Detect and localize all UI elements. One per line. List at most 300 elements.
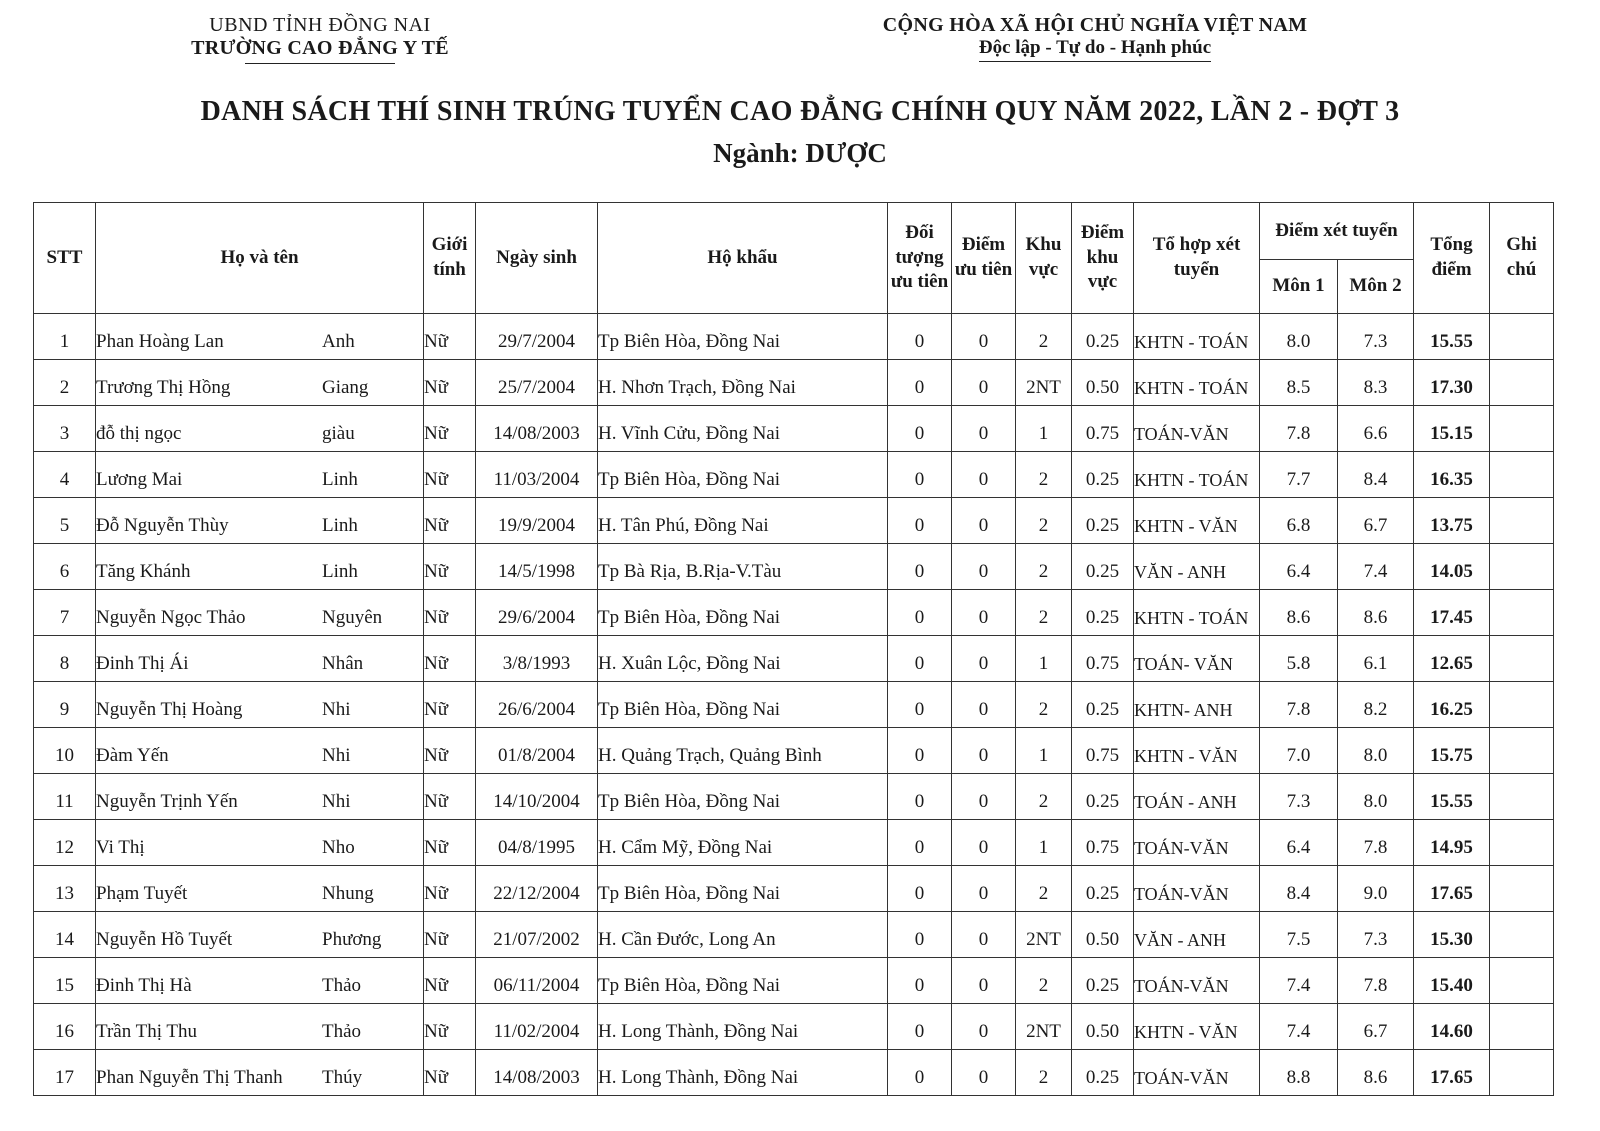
- cell-note: [1490, 682, 1554, 728]
- given-name: Thảo: [322, 975, 362, 996]
- cell-region: 1: [1016, 728, 1072, 774]
- cell-priority-group: 0: [888, 1004, 952, 1050]
- cell-region: 2: [1016, 866, 1072, 912]
- col-header-subject1: Môn 1: [1260, 260, 1338, 314]
- cell-stt: 3: [34, 406, 96, 452]
- cell-total: 15.55: [1414, 314, 1490, 360]
- cell-region: 2: [1016, 314, 1072, 360]
- cell-gender: Nữ: [424, 314, 476, 360]
- cell-name: [96, 636, 424, 682]
- cell-total: 12.65: [1414, 636, 1490, 682]
- middle-name: đỗ thị ngọc: [96, 423, 182, 444]
- cell-dob: 04/8/1995: [476, 820, 598, 866]
- cell-subject2: 8.2: [1338, 682, 1414, 728]
- given-name: Giang: [322, 377, 369, 398]
- cell-stt: 15: [34, 958, 96, 1004]
- cell-total: 17.45: [1414, 590, 1490, 636]
- cell-address: Tp Biên Hòa, Đồng Nai: [598, 314, 888, 360]
- cell-gender: Nữ: [424, 498, 476, 544]
- national-header: [855, 14, 1335, 62]
- cell-region-score: 0.25: [1072, 314, 1134, 360]
- table-row: [34, 314, 1554, 360]
- cell-priority-score: 0: [952, 912, 1016, 958]
- cell-total: 14.60: [1414, 1004, 1490, 1050]
- cell-priority-score: 0: [952, 406, 1016, 452]
- cell-region-score: 0.50: [1072, 360, 1134, 406]
- given-name: Nhi: [322, 699, 351, 720]
- cell-priority-group: 0: [888, 912, 952, 958]
- cell-region-score: 0.75: [1072, 406, 1134, 452]
- cell-region: 1: [1016, 406, 1072, 452]
- cell-subject1: 7.8: [1260, 406, 1338, 452]
- cell-subject2: 7.3: [1338, 912, 1414, 958]
- cell-note: [1490, 314, 1554, 360]
- cell-subject1: 8.0: [1260, 314, 1338, 360]
- cell-gender: Nữ: [424, 544, 476, 590]
- cell-priority-score: 0: [952, 452, 1016, 498]
- given-name: Linh: [322, 469, 358, 490]
- cell-total: 14.95: [1414, 820, 1490, 866]
- cell-note: [1490, 452, 1554, 498]
- cell-subject1: 8.8: [1260, 1050, 1338, 1096]
- col-header-subject2: Môn 2: [1338, 260, 1414, 314]
- cell-subject2: 7.8: [1338, 958, 1414, 1004]
- cell-priority-score: 0: [952, 360, 1016, 406]
- col-header-address: Hộ khẩu: [598, 203, 888, 314]
- cell-name: [96, 912, 424, 958]
- cell-note: [1490, 774, 1554, 820]
- cell-combo: KHTN - VĂN: [1134, 498, 1260, 544]
- cell-total: 16.25: [1414, 682, 1490, 728]
- cell-total: 15.15: [1414, 406, 1490, 452]
- cell-region-score: 0.25: [1072, 866, 1134, 912]
- cell-region-score: 0.75: [1072, 636, 1134, 682]
- col-header-note: Ghi chú: [1490, 203, 1554, 314]
- cell-subject1: 6.8: [1260, 498, 1338, 544]
- cell-stt: 1: [34, 314, 96, 360]
- cell-combo: VĂN - ANH: [1134, 912, 1260, 958]
- cell-priority-group: 0: [888, 958, 952, 1004]
- middle-name: Nguyễn Trịnh Yến: [96, 791, 238, 812]
- cell-total: 14.05: [1414, 544, 1490, 590]
- cell-gender: Nữ: [424, 866, 476, 912]
- cell-region-score: 0.75: [1072, 820, 1134, 866]
- cell-region-score: 0.50: [1072, 1004, 1134, 1050]
- cell-gender: Nữ: [424, 682, 476, 728]
- cell-name: [96, 498, 424, 544]
- cell-priority-group: 0: [888, 406, 952, 452]
- table-body: [34, 314, 1554, 1096]
- cell-note: [1490, 406, 1554, 452]
- cell-region-score: 0.50: [1072, 912, 1134, 958]
- cell-dob: 14/08/2003: [476, 1050, 598, 1096]
- cell-address: H. Nhơn Trạch, Đồng Nai: [598, 360, 888, 406]
- cell-address: H. Cần Đước, Long An: [598, 912, 888, 958]
- cell-subject2: 8.3: [1338, 360, 1414, 406]
- cell-total: 17.65: [1414, 866, 1490, 912]
- cell-combo: KHTN - TOÁN: [1134, 590, 1260, 636]
- cell-address: Tp Biên Hòa, Đồng Nai: [598, 774, 888, 820]
- cell-name: [96, 544, 424, 590]
- cell-gender: Nữ: [424, 360, 476, 406]
- cell-priority-score: 0: [952, 682, 1016, 728]
- cell-note: [1490, 958, 1554, 1004]
- cell-region-score: 0.75: [1072, 728, 1134, 774]
- middle-name: Đinh Thị Ái: [96, 653, 189, 674]
- cell-subject2: 8.0: [1338, 774, 1414, 820]
- cell-stt: 7: [34, 590, 96, 636]
- cell-subject2: 6.6: [1338, 406, 1414, 452]
- cell-gender: Nữ: [424, 636, 476, 682]
- cell-total: 17.65: [1414, 1050, 1490, 1096]
- cell-priority-score: 0: [952, 1004, 1016, 1050]
- cell-stt: 4: [34, 452, 96, 498]
- cell-note: [1490, 912, 1554, 958]
- cell-dob: 29/6/2004: [476, 590, 598, 636]
- cell-priority-group: 0: [888, 636, 952, 682]
- table-row: [34, 498, 1554, 544]
- cell-priority-group: 0: [888, 820, 952, 866]
- national-name: CỘNG HÒA XÃ HỘI CHỦ NGHĨA VIỆT NAM: [882, 14, 1308, 36]
- cell-region: 2: [1016, 682, 1072, 728]
- cell-name: [96, 1050, 424, 1096]
- cell-note: [1490, 1050, 1554, 1096]
- cell-address: Tp Biên Hòa, Đồng Nai: [598, 590, 888, 636]
- cell-name: [96, 1004, 424, 1050]
- col-header-priority-group: Đối tượng ưu tiên: [888, 203, 952, 314]
- cell-subject2: 8.6: [1338, 590, 1414, 636]
- cell-note: [1490, 820, 1554, 866]
- cell-region-score: 0.25: [1072, 544, 1134, 590]
- cell-priority-group: 0: [888, 452, 952, 498]
- cell-combo: TOÁN- VĂN: [1134, 636, 1260, 682]
- cell-dob: 19/9/2004: [476, 498, 598, 544]
- given-name: giàu: [322, 423, 355, 444]
- cell-total: 15.40: [1414, 958, 1490, 1004]
- given-name: Thúy: [322, 1067, 363, 1088]
- cell-region: 2: [1016, 544, 1072, 590]
- cell-gender: Nữ: [424, 452, 476, 498]
- cell-note: [1490, 728, 1554, 774]
- cell-address: Tp Biên Hòa, Đồng Nai: [598, 452, 888, 498]
- table-row: [34, 958, 1554, 1004]
- cell-subject2: 8.0: [1338, 728, 1414, 774]
- cell-address: H. Long Thành, Đồng Nai: [598, 1050, 888, 1096]
- cell-subject2: 7.4: [1338, 544, 1414, 590]
- middle-name: Vi Thị: [96, 837, 145, 858]
- middle-name: Đàm Yến: [96, 745, 169, 766]
- table-row: [34, 866, 1554, 912]
- cell-stt: 12: [34, 820, 96, 866]
- cell-note: [1490, 636, 1554, 682]
- cell-priority-group: 0: [888, 360, 952, 406]
- cell-priority-score: 0: [952, 1050, 1016, 1096]
- cell-dob: 11/03/2004: [476, 452, 598, 498]
- cell-subject2: 6.1: [1338, 636, 1414, 682]
- cell-address: H. Vĩnh Cửu, Đồng Nai: [598, 406, 888, 452]
- cell-name: [96, 360, 424, 406]
- cell-subject1: 7.4: [1260, 958, 1338, 1004]
- cell-total: 15.55: [1414, 774, 1490, 820]
- cell-region-score: 0.25: [1072, 498, 1134, 544]
- given-name: Nho: [322, 837, 355, 858]
- cell-gender: Nữ: [424, 958, 476, 1004]
- cell-address: H. Tân Phú, Đồng Nai: [598, 498, 888, 544]
- table-row: [34, 820, 1554, 866]
- cell-dob: 26/6/2004: [476, 682, 598, 728]
- col-header-priority-score: Điểm ưu tiên: [952, 203, 1016, 314]
- cell-priority-score: 0: [952, 636, 1016, 682]
- cell-dob: 14/10/2004: [476, 774, 598, 820]
- cell-subject2: 9.0: [1338, 866, 1414, 912]
- cell-gender: Nữ: [424, 820, 476, 866]
- cell-region-score: 0.25: [1072, 774, 1134, 820]
- cell-dob: 22/12/2004: [476, 866, 598, 912]
- cell-region: 2NT: [1016, 360, 1072, 406]
- given-name: Nhi: [322, 745, 351, 766]
- cell-priority-score: 0: [952, 866, 1016, 912]
- cell-subject1: 6.4: [1260, 544, 1338, 590]
- cell-name: [96, 866, 424, 912]
- table-row: [34, 590, 1554, 636]
- cell-priority-score: 0: [952, 314, 1016, 360]
- given-name: Linh: [322, 561, 358, 582]
- cell-subject1: 8.5: [1260, 360, 1338, 406]
- cell-name: [96, 406, 424, 452]
- cell-region-score: 0.25: [1072, 590, 1134, 636]
- cell-stt: 9: [34, 682, 96, 728]
- given-name: Phương: [322, 929, 382, 950]
- table-row: [34, 682, 1554, 728]
- cell-dob: 14/5/1998: [476, 544, 598, 590]
- cell-address: H. Long Thành, Đồng Nai: [598, 1004, 888, 1050]
- cell-name: [96, 452, 424, 498]
- issuer-authority: UBND TỈNH ĐỒNG NAI: [209, 14, 431, 36]
- middle-name: Phan Nguyễn Thị Thanh: [96, 1067, 283, 1088]
- cell-gender: Nữ: [424, 1050, 476, 1096]
- cell-gender: Nữ: [424, 406, 476, 452]
- cell-gender: Nữ: [424, 728, 476, 774]
- national-motto: Độc lập - Tự do - Hạnh phúc: [979, 37, 1211, 62]
- cell-region: 1: [1016, 820, 1072, 866]
- cell-address: Tp Biên Hòa, Đồng Nai: [598, 682, 888, 728]
- cell-subject1: 7.3: [1260, 774, 1338, 820]
- cell-combo: TOÁN-VĂN: [1134, 820, 1260, 866]
- col-header-region-score: Điểm khu vực: [1072, 203, 1134, 314]
- cell-region: 2: [1016, 958, 1072, 1004]
- cell-priority-group: 0: [888, 866, 952, 912]
- middle-name: Lương Mai: [96, 469, 183, 490]
- given-name: Nhân: [322, 653, 364, 674]
- cell-gender: Nữ: [424, 912, 476, 958]
- cell-combo: TOÁN - ANH: [1134, 774, 1260, 820]
- middle-name: Tăng Khánh: [96, 561, 191, 582]
- given-name: Anh: [322, 331, 355, 352]
- cell-combo: TOÁN-VĂN: [1134, 958, 1260, 1004]
- cell-subject1: 7.4: [1260, 1004, 1338, 1050]
- cell-region-score: 0.25: [1072, 1050, 1134, 1096]
- cell-stt: 13: [34, 866, 96, 912]
- table-row: [34, 1004, 1554, 1050]
- cell-address: Tp Bà Rịa, B.Rịa-V.Tàu: [598, 544, 888, 590]
- table-row: [34, 406, 1554, 452]
- cell-total: 13.75: [1414, 498, 1490, 544]
- cell-combo: KHTN - VĂN: [1134, 1004, 1260, 1050]
- cell-note: [1490, 590, 1554, 636]
- cell-dob: 06/11/2004: [476, 958, 598, 1004]
- middle-name: Trần Thị Thu: [96, 1021, 198, 1042]
- cell-address: H. Cẩm Mỹ, Đồng Nai: [598, 820, 888, 866]
- cell-region: 2: [1016, 590, 1072, 636]
- cell-combo: TOÁN-VĂN: [1134, 1050, 1260, 1096]
- cell-combo: TOÁN-VĂN: [1134, 406, 1260, 452]
- col-header-name: Họ và tên: [96, 203, 424, 314]
- cell-name: [96, 314, 424, 360]
- given-name: Nhi: [322, 791, 351, 812]
- given-name: Thảo: [322, 1021, 362, 1042]
- cell-dob: 29/7/2004: [476, 314, 598, 360]
- cell-priority-group: 0: [888, 590, 952, 636]
- cell-priority-group: 0: [888, 314, 952, 360]
- cell-subject1: 5.8: [1260, 636, 1338, 682]
- cell-stt: 2: [34, 360, 96, 406]
- cell-address: Tp Biên Hòa, Đồng Nai: [598, 958, 888, 1004]
- cell-gender: Nữ: [424, 774, 476, 820]
- cell-combo: KHTN - TOÁN: [1134, 314, 1260, 360]
- issuer-school: TRƯỜNG CAO ĐẲNG Y TẾ: [191, 37, 449, 59]
- cell-subject1: 7.8: [1260, 682, 1338, 728]
- middle-name: Trương Thị Hồng: [96, 377, 231, 398]
- cell-note: [1490, 866, 1554, 912]
- cell-stt: 11: [34, 774, 96, 820]
- col-header-region: Khu vực: [1016, 203, 1072, 314]
- cell-stt: 14: [34, 912, 96, 958]
- col-header-gender: Giới tính: [424, 203, 476, 314]
- cell-region-score: 0.25: [1072, 452, 1134, 498]
- cell-stt: 5: [34, 498, 96, 544]
- cell-subject2: 8.6: [1338, 1050, 1414, 1096]
- cell-name: [96, 728, 424, 774]
- middle-name: Phạm Tuyết: [96, 883, 188, 904]
- cell-stt: 16: [34, 1004, 96, 1050]
- col-header-admission-score: Điểm xét tuyển: [1260, 203, 1414, 260]
- given-name: Linh: [322, 515, 358, 536]
- cell-total: 16.35: [1414, 452, 1490, 498]
- cell-name: [96, 774, 424, 820]
- table-row: [34, 636, 1554, 682]
- middle-name: Nguyễn Hồ Tuyết: [96, 929, 233, 950]
- cell-region: 2: [1016, 498, 1072, 544]
- document-title: DANH SÁCH THÍ SINH TRÚNG TUYỂN CAO ĐẲNG CHÍNH QUY NĂM 2022, LẦN 2 - ĐỢT 3: [200, 96, 1400, 127]
- table-row: [34, 774, 1554, 820]
- middle-name: Đỗ Nguyễn Thùy: [96, 515, 229, 536]
- cell-priority-group: 0: [888, 1050, 952, 1096]
- cell-subject2: 7.8: [1338, 820, 1414, 866]
- cell-combo: KHTN - TOÁN: [1134, 452, 1260, 498]
- cell-stt: 10: [34, 728, 96, 774]
- given-name: Nhung: [322, 883, 374, 904]
- cell-priority-group: 0: [888, 498, 952, 544]
- col-header-total: Tổng điểm: [1414, 203, 1490, 314]
- cell-region-score: 0.25: [1072, 682, 1134, 728]
- middle-name: Nguyễn Ngọc Thảo: [96, 607, 246, 628]
- cell-subject1: 7.7: [1260, 452, 1338, 498]
- cell-dob: 11/02/2004: [476, 1004, 598, 1050]
- middle-name: Phan Hoàng Lan: [96, 331, 224, 352]
- cell-note: [1490, 498, 1554, 544]
- cell-region: 2NT: [1016, 1004, 1072, 1050]
- middle-name: Nguyễn Thị Hoàng: [96, 699, 243, 720]
- cell-region-score: 0.25: [1072, 958, 1134, 1004]
- cell-total: 17.30: [1414, 360, 1490, 406]
- cell-dob: 25/7/2004: [476, 360, 598, 406]
- cell-combo: KHTN - TOÁN: [1134, 360, 1260, 406]
- cell-address: Tp Biên Hòa, Đồng Nai: [598, 866, 888, 912]
- issuer-header: [170, 14, 470, 64]
- cell-combo: KHTN- ANH: [1134, 682, 1260, 728]
- cell-subject1: 7.5: [1260, 912, 1338, 958]
- cell-dob: 21/07/2002: [476, 912, 598, 958]
- cell-combo: VĂN - ANH: [1134, 544, 1260, 590]
- table-row: [34, 728, 1554, 774]
- cell-name: [96, 820, 424, 866]
- table-row: [34, 360, 1554, 406]
- cell-region: 2: [1016, 1050, 1072, 1096]
- cell-dob: 01/8/2004: [476, 728, 598, 774]
- cell-subject2: 6.7: [1338, 498, 1414, 544]
- cell-subject1: 8.4: [1260, 866, 1338, 912]
- cell-priority-score: 0: [952, 498, 1016, 544]
- cell-subject1: 8.6: [1260, 590, 1338, 636]
- cell-note: [1490, 1004, 1554, 1050]
- admission-table: [33, 202, 1554, 1096]
- document-subtitle: Ngành: DƯỢC: [713, 138, 887, 168]
- cell-priority-score: 0: [952, 544, 1016, 590]
- cell-total: 15.30: [1414, 912, 1490, 958]
- cell-stt: 8: [34, 636, 96, 682]
- cell-priority-group: 0: [888, 544, 952, 590]
- cell-address: H. Quảng Trạch, Quảng Bình: [598, 728, 888, 774]
- cell-priority-score: 0: [952, 728, 1016, 774]
- table-row: [34, 912, 1554, 958]
- cell-priority-score: 0: [952, 820, 1016, 866]
- cell-priority-group: 0: [888, 728, 952, 774]
- table-row: [34, 1050, 1554, 1096]
- table-row: [34, 452, 1554, 498]
- cell-note: [1490, 544, 1554, 590]
- cell-priority-group: 0: [888, 682, 952, 728]
- col-header-combo: Tổ hợp xét tuyển: [1134, 203, 1260, 314]
- col-header-stt: STT: [34, 203, 96, 314]
- cell-priority-score: 0: [952, 958, 1016, 1004]
- given-name: Nguyên: [322, 607, 383, 628]
- cell-name: [96, 590, 424, 636]
- cell-dob: 14/08/2003: [476, 406, 598, 452]
- cell-gender: Nữ: [424, 1004, 476, 1050]
- issuer-underline: [245, 63, 395, 64]
- cell-subject2: 7.3: [1338, 314, 1414, 360]
- cell-region: 2NT: [1016, 912, 1072, 958]
- cell-address: H. Xuân Lộc, Đồng Nai: [598, 636, 888, 682]
- cell-priority-score: 0: [952, 590, 1016, 636]
- cell-priority-score: 0: [952, 774, 1016, 820]
- col-header-dob: Ngày sinh: [476, 203, 598, 314]
- cell-name: [96, 682, 424, 728]
- cell-combo: KHTN - VĂN: [1134, 728, 1260, 774]
- cell-subject2: 8.4: [1338, 452, 1414, 498]
- cell-subject2: 6.7: [1338, 1004, 1414, 1050]
- table-row: [34, 544, 1554, 590]
